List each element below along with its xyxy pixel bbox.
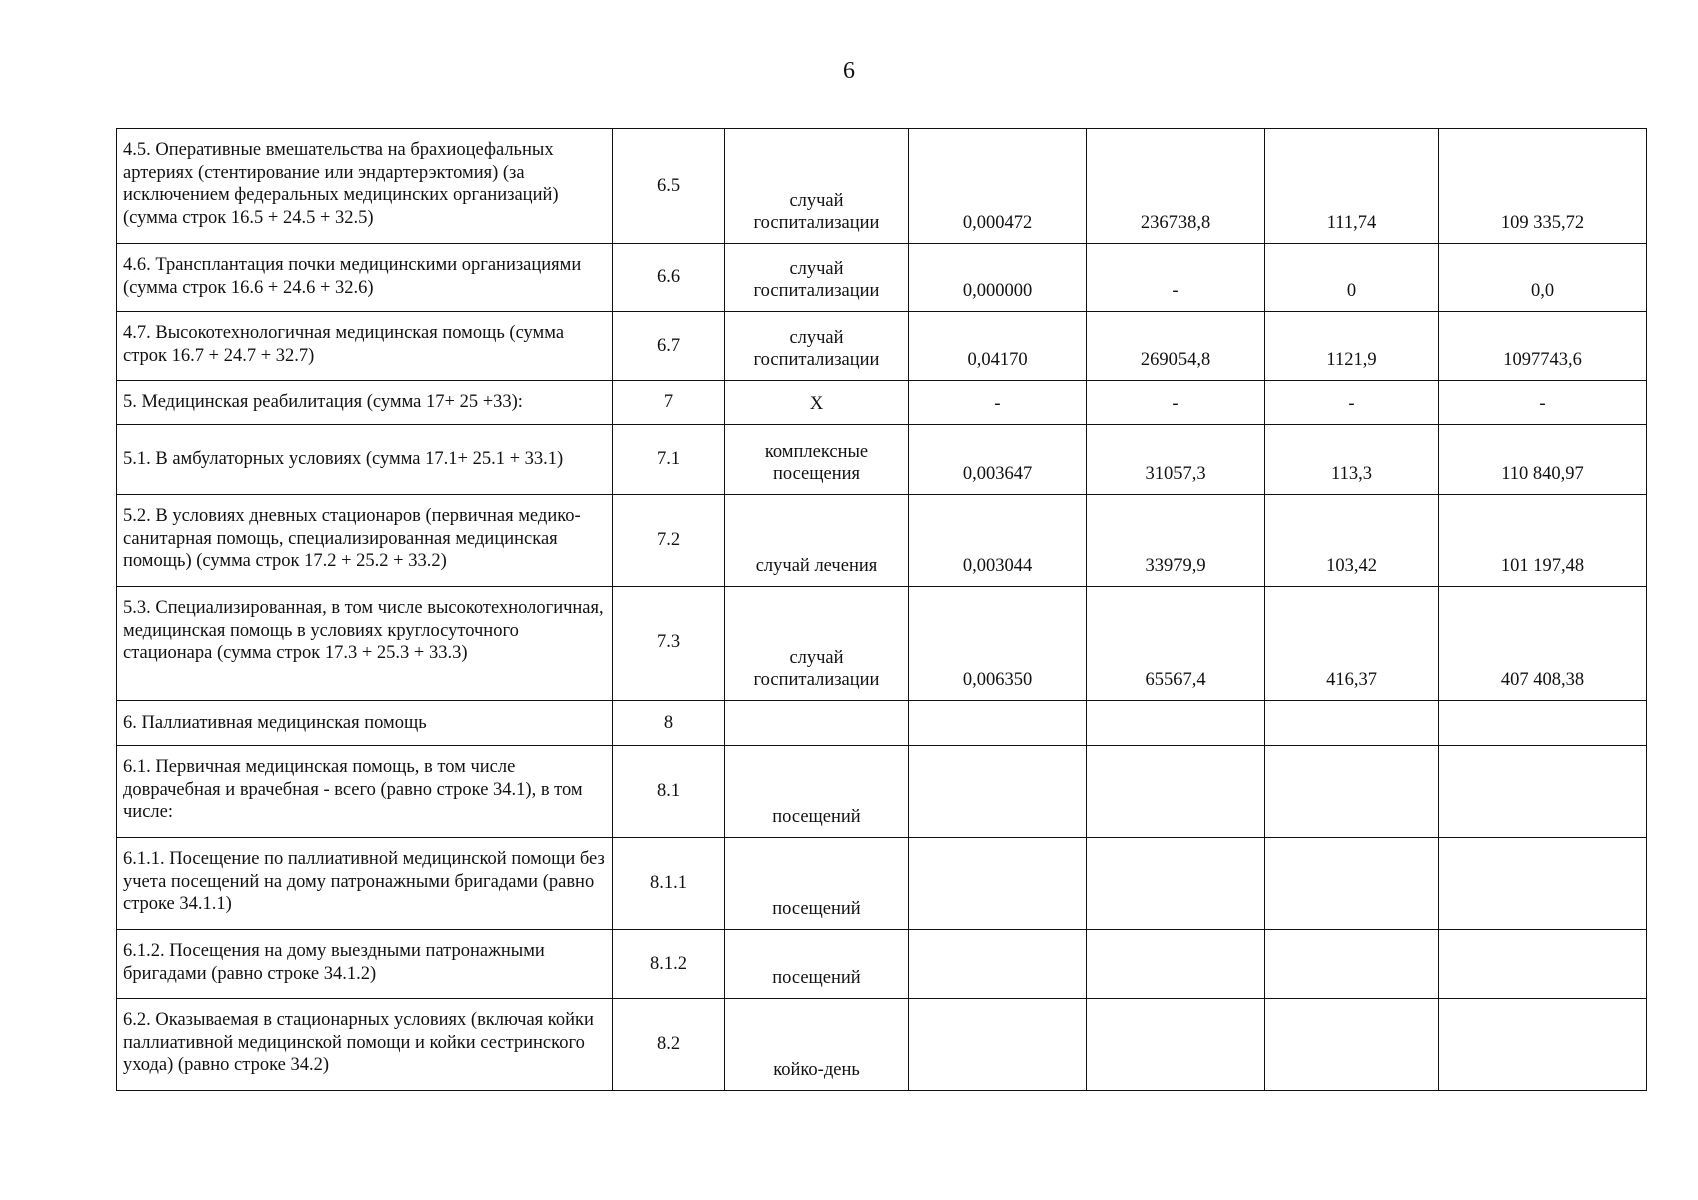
row-value-c6 (1265, 838, 1439, 930)
row-unit: случай госпитализации (725, 129, 909, 244)
row-value-c7: 1097743,6 (1439, 312, 1647, 381)
row-value-c6: 0 (1265, 244, 1439, 312)
row-value-c6 (1265, 746, 1439, 838)
table-row (117, 495, 1647, 587)
row-value-c5 (1087, 838, 1265, 930)
row-value-c4: - (909, 381, 1087, 425)
row-value-c4: 0,000472 (909, 129, 1087, 244)
row-value-c4 (909, 999, 1087, 1091)
row-code: 8.1 (613, 746, 725, 838)
row-value-c7 (1439, 701, 1647, 746)
table-row (117, 425, 1647, 495)
row-value-c5: 31057,3 (1087, 425, 1265, 495)
row-value-c4 (909, 746, 1087, 838)
row-code: 8 (613, 701, 725, 746)
table-row (117, 701, 1647, 746)
row-code: 7.3 (613, 587, 725, 701)
row-name: 4.6. Трансплантация почки медицинскими организациями (сумма строк 16.6 + 24.6 + 32.6) (117, 244, 613, 312)
row-code: 6.7 (613, 312, 725, 381)
normatives-table (116, 128, 1647, 1091)
row-name: 6.1.2. Посещения на дому выездными патронажными бригадами (равно строке 34.1.2) (117, 930, 613, 999)
row-value-c6 (1265, 930, 1439, 999)
row-unit: комплексные посещения (725, 425, 909, 495)
row-value-c4: 0,003044 (909, 495, 1087, 587)
row-value-c7 (1439, 999, 1647, 1091)
table-row (117, 999, 1647, 1091)
row-value-c7: 0,0 (1439, 244, 1647, 312)
row-value-c4 (909, 930, 1087, 999)
row-code: 7.2 (613, 495, 725, 587)
row-value-c4 (909, 838, 1087, 930)
row-unit: случай лечения (725, 495, 909, 587)
row-value-c4 (909, 701, 1087, 746)
row-value-c5 (1087, 746, 1265, 838)
table-row (117, 587, 1647, 701)
table-row (117, 381, 1647, 425)
row-value-c5: 236738,8 (1087, 129, 1265, 244)
row-name: 5.2. В условиях дневных стационаров (первичная медико-санитарная помощь, специализированная медицинская помощь) (сумма строк 17.2 + 25.2 + 33.2) (117, 495, 613, 587)
row-name: 4.5. Оперативные вмешательства на брахиоцефальных артериях (стентирование или эндартерэктомия) (за исключением федеральных медицинских организаций) (сумма строк 16.5 + 24.5 + 32.5) (117, 129, 613, 244)
row-code: 6.6 (613, 244, 725, 312)
row-unit (725, 701, 909, 746)
table-row (117, 129, 1647, 244)
row-unit: случай госпитализации (725, 587, 909, 701)
row-value-c5: - (1087, 381, 1265, 425)
row-value-c4: 0,04170 (909, 312, 1087, 381)
row-value-c7: 407 408,38 (1439, 587, 1647, 701)
table-row (117, 244, 1647, 312)
row-unit: посещений (725, 838, 909, 930)
row-value-c6: 416,37 (1265, 587, 1439, 701)
row-value-c4: 0,000000 (909, 244, 1087, 312)
row-value-c5: 269054,8 (1087, 312, 1265, 381)
row-value-c5: 65567,4 (1087, 587, 1265, 701)
row-value-c7: - (1439, 381, 1647, 425)
table-row (117, 930, 1647, 999)
row-name: 5.1. В амбулаторных условиях (сумма 17.1+ 25.1 + 33.1) (117, 425, 613, 495)
row-name: 6.1. Первичная медицинская помощь, в том числе доврачебная и врачебная - всего (равно строке 34.1), в том числе: (117, 746, 613, 838)
row-value-c7 (1439, 930, 1647, 999)
row-value-c7: 101 197,48 (1439, 495, 1647, 587)
row-value-c5: 33979,9 (1087, 495, 1265, 587)
row-value-c7: 109 335,72 (1439, 129, 1647, 244)
row-name: 4.7. Высокотехнологичная медицинская помощь (сумма строк 16.7 + 24.7 + 32.7) (117, 312, 613, 381)
row-value-c6: 103,42 (1265, 495, 1439, 587)
row-value-c6: 1121,9 (1265, 312, 1439, 381)
row-name: 5. Медицинская реабилитация (сумма 17+ 25 +33): (117, 381, 613, 425)
row-value-c6 (1265, 701, 1439, 746)
row-value-c6 (1265, 999, 1439, 1091)
row-name: 6.1.1. Посещение по паллиативной медицинской помощи без учета посещений на дому патронажными бригадами (равно строке 34.1.1) (117, 838, 613, 930)
row-code: 7 (613, 381, 725, 425)
row-value-c6: 113,3 (1265, 425, 1439, 495)
row-name: 5.3. Специализированная, в том числе высокотехнологичная, медицинская помощь в условиях круглосуточного стационара (сумма строк 17.3 + 25.3 + 33.3) (117, 587, 613, 701)
row-code: 8.1.2 (613, 930, 725, 999)
row-name: 6.2. Оказываемая в стационарных условиях (включая койки паллиативной медицинской помощи и койки сестринского ухода) (равно строке 34.2) (117, 999, 613, 1091)
row-code: 7.1 (613, 425, 725, 495)
row-unit: случай госпитализации (725, 244, 909, 312)
row-value-c5: - (1087, 244, 1265, 312)
row-unit: посещений (725, 930, 909, 999)
row-value-c7 (1439, 838, 1647, 930)
row-code: 8.1.1 (613, 838, 725, 930)
row-code: 6.5 (613, 129, 725, 244)
table-row (117, 312, 1647, 381)
page-number: 6 (843, 58, 855, 84)
row-unit: койко-день (725, 999, 909, 1091)
table-row (117, 838, 1647, 930)
row-value-c7 (1439, 746, 1647, 838)
row-value-c5 (1087, 930, 1265, 999)
row-code: 8.2 (613, 999, 725, 1091)
row-unit: случай госпитализации (725, 312, 909, 381)
row-value-c6: - (1265, 381, 1439, 425)
row-name: 6. Паллиативная медицинская помощь (117, 701, 613, 746)
row-unit: посещений (725, 746, 909, 838)
row-value-c5 (1087, 999, 1265, 1091)
table-row (117, 746, 1647, 838)
row-value-c6: 111,74 (1265, 129, 1439, 244)
row-value-c5 (1087, 701, 1265, 746)
row-value-c4: 0,006350 (909, 587, 1087, 701)
row-value-c4: 0,003647 (909, 425, 1087, 495)
row-value-c7: 110 840,97 (1439, 425, 1647, 495)
row-unit: Х (725, 381, 909, 425)
